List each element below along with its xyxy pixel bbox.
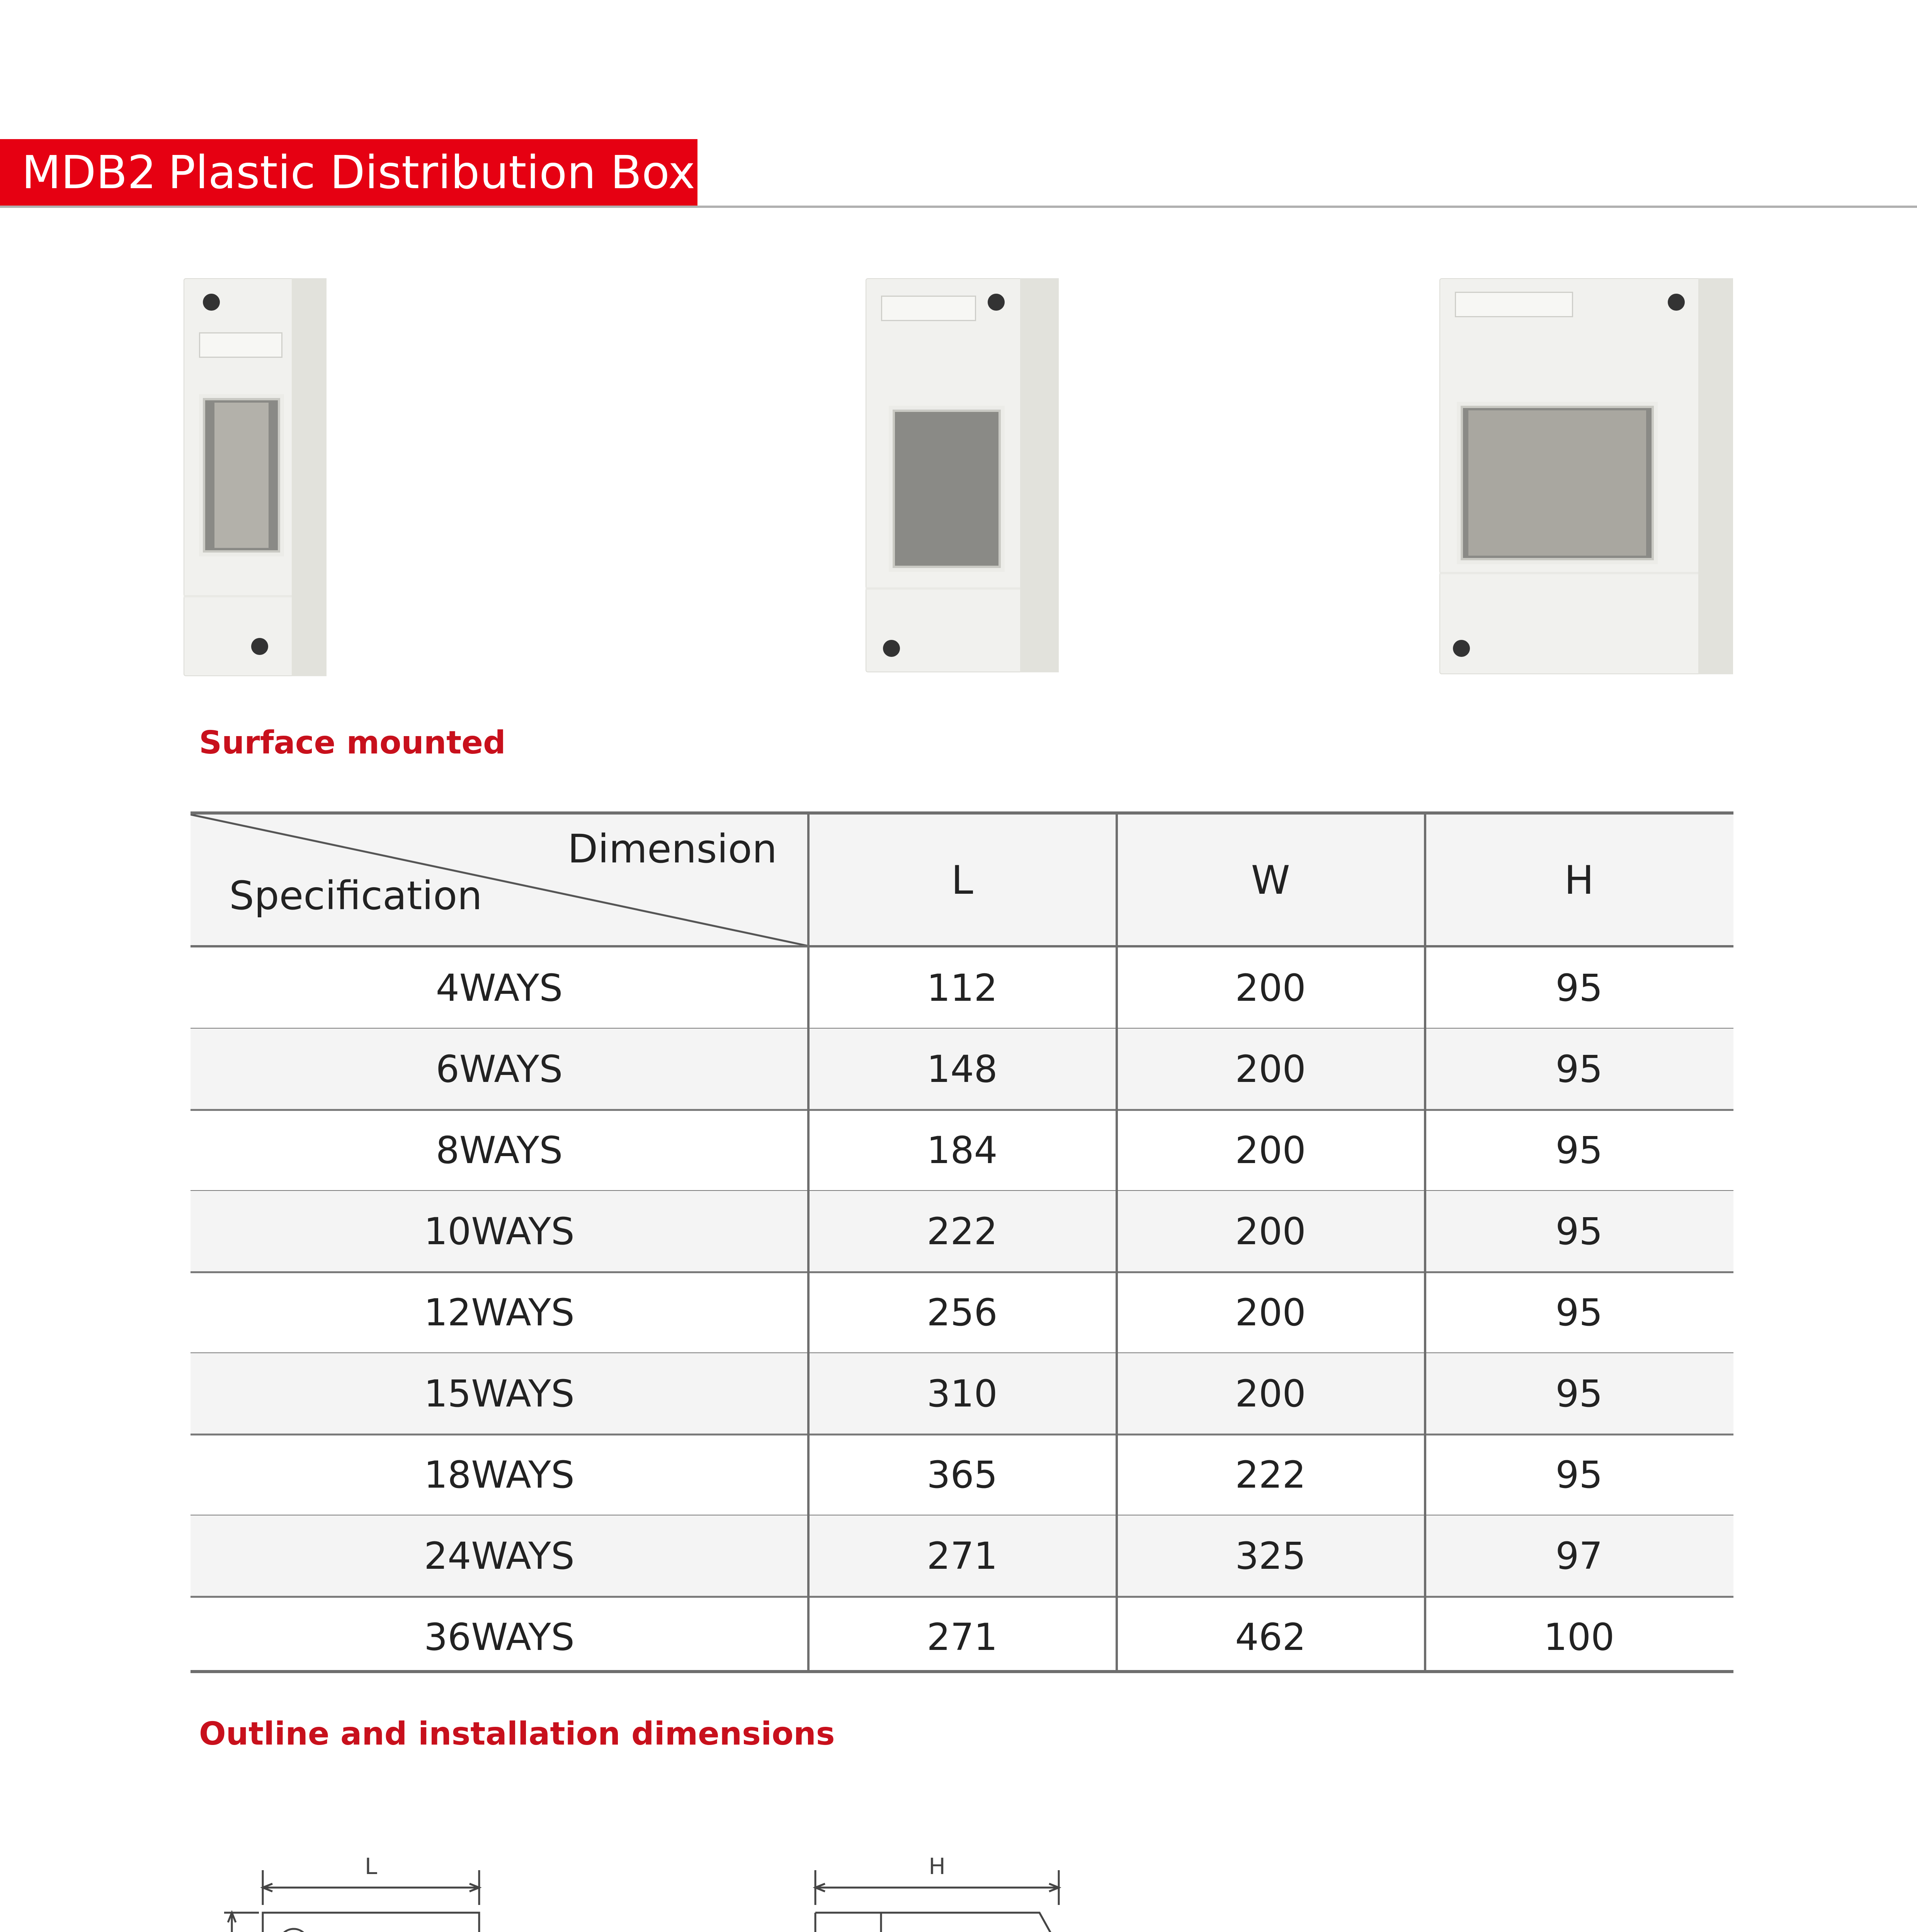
- table-row: [191, 1029, 1733, 1110]
- product-image-medium: [866, 278, 1059, 672]
- w-cell: 200: [1235, 1129, 1306, 1172]
- column-header-w: W: [1251, 857, 1290, 903]
- h-cell: 95: [1555, 1048, 1603, 1091]
- table-header-row: [191, 815, 1733, 946]
- l-cell: 222: [927, 1210, 998, 1253]
- l-cell: 112: [927, 966, 998, 1010]
- l-cell: 271: [927, 1616, 998, 1659]
- spec-cell: 8WAYS: [435, 1129, 563, 1172]
- w-cell: 200: [1235, 966, 1306, 1010]
- column-header-h: H: [1564, 857, 1594, 903]
- l-cell: 365: [927, 1453, 998, 1497]
- l-cell: 148: [927, 1048, 998, 1091]
- column-divider: [1116, 815, 1118, 1672]
- side-h-label: H: [929, 1853, 946, 1879]
- h-cell: 95: [1555, 1210, 1603, 1253]
- w-cell: 325: [1235, 1534, 1306, 1578]
- product-image-small: [184, 278, 327, 676]
- page-title: Plastic Distribution Box: [168, 146, 696, 199]
- spec-cell: 6WAYS: [435, 1048, 563, 1091]
- h-cell: 100: [1543, 1616, 1615, 1659]
- spec-cell: 10WAYS: [424, 1210, 575, 1253]
- product-code: MDB2: [22, 146, 156, 199]
- corner-specification-label: Specification: [229, 873, 482, 919]
- spec-cell: 12WAYS: [424, 1291, 575, 1334]
- table-row: [191, 1597, 1733, 1677]
- column-header-l: L: [951, 857, 973, 903]
- front-l-label: L: [364, 1853, 378, 1879]
- column-divider: [807, 815, 810, 1672]
- spec-cell: 15WAYS: [424, 1372, 575, 1415]
- h-cell: 95: [1555, 1291, 1603, 1334]
- h-cell: 95: [1555, 1129, 1603, 1172]
- title-bar: [0, 139, 697, 206]
- table-row: [191, 1272, 1733, 1353]
- corner-dimension-label: Dimension: [567, 826, 777, 872]
- table-row: [191, 947, 1733, 1029]
- spec-cell: 24WAYS: [424, 1534, 575, 1578]
- table-row: [191, 1353, 1733, 1434]
- l-cell: 184: [927, 1129, 998, 1172]
- spec-cell: 36WAYS: [424, 1616, 575, 1659]
- header-divider: [0, 206, 1917, 208]
- h-cell: 95: [1555, 1372, 1603, 1415]
- outline-dimensions-heading: Outline and installation dimensions: [199, 1716, 835, 1752]
- table-row: [191, 1110, 1733, 1191]
- spec-cell: 18WAYS: [424, 1453, 575, 1497]
- h-cell: 95: [1555, 966, 1603, 1010]
- table-bottom-rule: [191, 1670, 1733, 1673]
- product-image-large: [1439, 278, 1733, 674]
- w-cell: 200: [1235, 1210, 1306, 1253]
- table-row: [191, 1191, 1733, 1272]
- table-row: [191, 1515, 1733, 1597]
- l-cell: 256: [927, 1291, 998, 1334]
- w-cell: 200: [1235, 1291, 1306, 1334]
- surface-mounted-heading: Surface mounted: [199, 724, 506, 761]
- table-row: [191, 1434, 1733, 1515]
- w-cell: 200: [1235, 1372, 1306, 1415]
- spec-cell: 4WAYS: [435, 966, 563, 1010]
- l-cell: 310: [927, 1372, 998, 1415]
- table-top-rule: [191, 811, 1733, 815]
- w-cell: 462: [1235, 1616, 1306, 1659]
- front-view-drawing: [201, 1851, 495, 1932]
- side-view-drawing: [804, 1851, 1082, 1932]
- column-divider: [1424, 815, 1426, 1672]
- l-cell: 271: [927, 1534, 998, 1578]
- w-cell: 200: [1235, 1048, 1306, 1091]
- h-cell: 97: [1555, 1534, 1603, 1578]
- h-cell: 95: [1555, 1453, 1603, 1497]
- w-cell: 222: [1235, 1453, 1306, 1497]
- table-corner-cell: [191, 815, 808, 946]
